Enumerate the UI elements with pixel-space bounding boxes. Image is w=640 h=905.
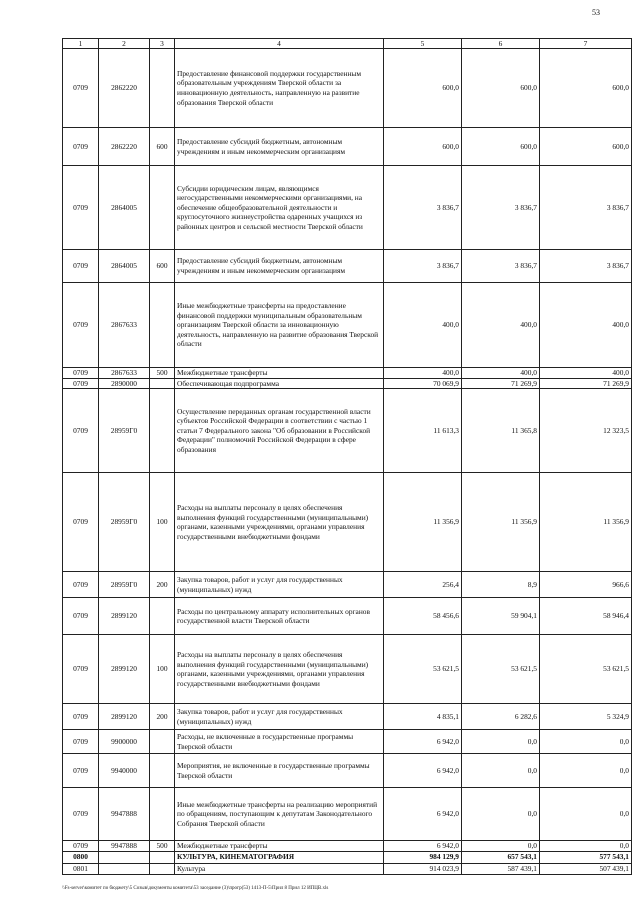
description-cell: Мероприятия, не включенные в государственные программы Тверской области: [175, 754, 384, 788]
page-number: 53: [592, 8, 600, 17]
table-row: [63, 572, 632, 598]
expense-type-cell: [150, 49, 175, 128]
amount-cell-6: 0,0: [462, 841, 540, 852]
amount-cell-6: 400,0: [462, 368, 540, 379]
table-row: [63, 788, 632, 841]
amount-cell-7: 400,0: [540, 283, 632, 368]
article-code-cell: 2899120: [99, 704, 150, 730]
amount-cell-5: 256,4: [384, 572, 462, 598]
amount-cell-5: 6 942,0: [384, 754, 462, 788]
table-row: [63, 368, 632, 379]
amount-cell-5: 914 023,9: [384, 863, 462, 874]
amount-cell-7: 58 946,4: [540, 598, 632, 635]
description-cell: Иные межбюджетные трансферты на реализацию мероприятий по обращениям, поступающим к депутатам Законодательного Собрания Тверской области: [175, 788, 384, 841]
amount-cell-6: 71 269,9: [462, 378, 540, 389]
amount-cell-7: 400,0: [540, 368, 632, 379]
description-cell: Межбюджетные трансферты: [175, 368, 384, 379]
column-header: 5: [384, 39, 462, 49]
description-cell: Закупка товаров, работ и услуг для государственных (муниципальных) нужд: [175, 572, 384, 598]
article-code-cell: 28959Г0: [99, 473, 150, 572]
amount-cell-6: 600,0: [462, 49, 540, 128]
description-cell: Межбюджетные трансферты: [175, 841, 384, 852]
description-cell: Иные межбюджетные трансферты на предоставление финансовой поддержки муниципальным образовательным организациям Тверской области за инновационную деятельность, направленную на развитие образования Тверской области: [175, 283, 384, 368]
description-cell: Осуществление переданных органам государственной власти субъектов Российской Федерации в соответствии с частью 1 статьи 7 Федерального закона "Об образовании в Российской Федерации" полномочий Российской Федерации в сфере образования: [175, 389, 384, 473]
budget-table: [62, 38, 632, 875]
article-code-cell: 9940000: [99, 754, 150, 788]
section-code-cell: 0709: [63, 788, 99, 841]
table-row: [63, 598, 632, 635]
article-code-cell: 28959Г0: [99, 389, 150, 473]
section-code-cell: 0709: [63, 378, 99, 389]
amount-cell-7: 3 836,7: [540, 166, 632, 250]
table-row: [63, 250, 632, 283]
table-row: [63, 389, 632, 473]
section-code-cell: 0709: [63, 841, 99, 852]
article-code-cell: 9900000: [99, 730, 150, 754]
article-code-cell: [99, 851, 150, 863]
table-row: [63, 473, 632, 572]
amount-cell-7: 11 356,9: [540, 473, 632, 572]
table-row: [63, 730, 632, 754]
description-cell: Расходы на выплаты персоналу в целях обеспечения выполнения функций государственными (муниципальными) органами, казенными учреждениями, органами управления государственными внебюджетными фондами: [175, 635, 384, 704]
column-header: 2: [99, 39, 150, 49]
amount-cell-6: 11 365,8: [462, 389, 540, 473]
article-code-cell: 9947888: [99, 788, 150, 841]
amount-cell-6: 53 621,5: [462, 635, 540, 704]
expense-type-cell: 200: [150, 572, 175, 598]
article-code-cell: 2899120: [99, 598, 150, 635]
section-code-cell: 0709: [63, 250, 99, 283]
column-header: 4: [175, 39, 384, 49]
amount-cell-5: 400,0: [384, 283, 462, 368]
article-code-cell: 2867633: [99, 368, 150, 379]
amount-cell-5: 6 942,0: [384, 730, 462, 754]
amount-cell-6: 8,9: [462, 572, 540, 598]
amount-cell-5: 600,0: [384, 128, 462, 166]
description-cell: Субсидии юридическим лицам, являющимся негосударственными некоммерческими организациями, на обеспечение общеобразовательной деятельности и круглосуточного жизнеустройства одаренных учащихся из районных центров и сельской местности Тверской области: [175, 166, 384, 250]
description-cell: Расходы, не включенные в государственные программы Тверской области: [175, 730, 384, 754]
amount-cell-7: 600,0: [540, 49, 632, 128]
amount-cell-6: 587 439,1: [462, 863, 540, 874]
expense-type-cell: [150, 598, 175, 635]
table-row: [63, 378, 632, 389]
amount-cell-6: 11 356,9: [462, 473, 540, 572]
amount-cell-5: 70 069,9: [384, 378, 462, 389]
amount-cell-5: 11 356,9: [384, 473, 462, 572]
description-cell: Расходы по центральному аппарату исполнительных органов государственной власти Тверской области: [175, 598, 384, 635]
article-code-cell: 2864005: [99, 166, 150, 250]
expense-type-cell: 100: [150, 473, 175, 572]
amount-cell-5: 58 456,6: [384, 598, 462, 635]
table-row: [63, 635, 632, 704]
section-code-cell: 0709: [63, 368, 99, 379]
table-row: [63, 166, 632, 250]
description-cell: Расходы на выплаты персоналу в целях обеспечения выполнения функций государственными (муниципальными) органами, казенными учреждениями, органами управления государственными внебюджетными фондами: [175, 473, 384, 572]
section-code-cell: 0709: [63, 635, 99, 704]
expense-type-cell: [150, 389, 175, 473]
amount-cell-7: 600,0: [540, 128, 632, 166]
section-code-cell: 0709: [63, 754, 99, 788]
amount-cell-7: 966,6: [540, 572, 632, 598]
table-row: [63, 841, 632, 852]
column-header: 3: [150, 39, 175, 49]
amount-cell-6: 0,0: [462, 754, 540, 788]
amount-cell-7: 0,0: [540, 788, 632, 841]
article-code-cell: [99, 863, 150, 874]
description-cell: Предоставление субсидий бюджетным, автономным учреждениям и иным некоммерческим организациям: [175, 250, 384, 283]
expense-type-cell: [150, 863, 175, 874]
amount-cell-5: 984 129,9: [384, 851, 462, 863]
section-code-cell: 0709: [63, 389, 99, 473]
article-code-cell: 2890000: [99, 378, 150, 389]
amount-cell-5: 3 836,7: [384, 166, 462, 250]
amount-cell-7: 0,0: [540, 754, 632, 788]
description-cell: КУЛЬТУРА, КИНЕМАТОГРАФИЯ: [175, 851, 384, 863]
article-code-cell: 2862220: [99, 49, 150, 128]
article-code-cell: 9947888: [99, 841, 150, 852]
amount-cell-7: 53 621,5: [540, 635, 632, 704]
section-code-cell: 0709: [63, 49, 99, 128]
description-cell: Предоставление финансовой поддержки государственным образовательным учреждениям Тверской области за инновационную деятельность, направленную на развитие образования Тверской области: [175, 49, 384, 128]
column-header: 1: [63, 39, 99, 49]
amount-cell-6: 657 543,1: [462, 851, 540, 863]
section-code-cell: 0709: [63, 283, 99, 368]
column-header: 7: [540, 39, 632, 49]
table-row: [63, 283, 632, 368]
amount-cell-6: 0,0: [462, 730, 540, 754]
amount-cell-6: 3 836,7: [462, 166, 540, 250]
amount-cell-5: 53 621,5: [384, 635, 462, 704]
amount-cell-6: 400,0: [462, 283, 540, 368]
amount-cell-5: 6 942,0: [384, 788, 462, 841]
amount-cell-5: 3 836,7: [384, 250, 462, 283]
section-code-cell: 0709: [63, 572, 99, 598]
article-code-cell: 28959Г0: [99, 572, 150, 598]
expense-type-cell: 500: [150, 841, 175, 852]
table-row: [63, 863, 632, 874]
description-cell: Предоставление субсидий бюджетным, автономным учреждениям и иным некоммерческим организациям: [175, 128, 384, 166]
amount-cell-7: 507 439,1: [540, 863, 632, 874]
amount-cell-7: 5 324,9: [540, 704, 632, 730]
table-row: [63, 704, 632, 730]
amount-cell-6: 0,0: [462, 788, 540, 841]
expense-type-cell: 100: [150, 635, 175, 704]
amount-cell-6: 6 282,6: [462, 704, 540, 730]
amount-cell-7: 3 836,7: [540, 250, 632, 283]
section-code-cell: 0709: [63, 473, 99, 572]
amount-cell-7: 0,0: [540, 841, 632, 852]
amount-cell-5: 11 613,3: [384, 389, 462, 473]
expense-type-cell: [150, 730, 175, 754]
article-code-cell: 2864005: [99, 250, 150, 283]
table-row: [63, 851, 632, 863]
amount-cell-6: 3 836,7: [462, 250, 540, 283]
amount-cell-6: 59 904,1: [462, 598, 540, 635]
file-path-footer: \\Fs-server\комитет по бюджету\5 Созыв\документы комитета\53 заседание (3)\прогр(53) 1413-П-5\Прил 8 Прил 12 ИПЦВ.xls: [62, 886, 329, 891]
expense-type-cell: [150, 754, 175, 788]
table-row: [63, 754, 632, 788]
table-row: [63, 128, 632, 166]
description-cell: Обеспечивающая подпрограмма: [175, 378, 384, 389]
expense-type-cell: [150, 788, 175, 841]
section-code-cell: 0709: [63, 166, 99, 250]
amount-cell-5: 400,0: [384, 368, 462, 379]
expense-type-cell: 200: [150, 704, 175, 730]
description-cell: Закупка товаров, работ и услуг для государственных (муниципальных) нужд: [175, 704, 384, 730]
amount-cell-5: 4 835,1: [384, 704, 462, 730]
expense-type-cell: [150, 166, 175, 250]
expense-type-cell: 600: [150, 128, 175, 166]
amount-cell-5: 6 942,0: [384, 841, 462, 852]
expense-type-cell: [150, 283, 175, 368]
article-code-cell: 2899120: [99, 635, 150, 704]
section-code-cell: 0800: [63, 851, 99, 863]
amount-cell-7: 577 543,1: [540, 851, 632, 863]
expense-type-cell: [150, 851, 175, 863]
section-code-cell: 0709: [63, 128, 99, 166]
amount-cell-7: 0,0: [540, 730, 632, 754]
section-code-cell: 0709: [63, 598, 99, 635]
section-code-cell: 0709: [63, 730, 99, 754]
expense-type-cell: [150, 378, 175, 389]
section-code-cell: 0801: [63, 863, 99, 874]
column-header: 6: [462, 39, 540, 49]
table-header-row: [63, 39, 632, 49]
amount-cell-7: 12 323,5: [540, 389, 632, 473]
description-cell: Культура: [175, 863, 384, 874]
expense-type-cell: 600: [150, 250, 175, 283]
amount-cell-6: 600,0: [462, 128, 540, 166]
amount-cell-5: 600,0: [384, 49, 462, 128]
article-code-cell: 2862220: [99, 128, 150, 166]
expense-type-cell: 500: [150, 368, 175, 379]
section-code-cell: 0709: [63, 704, 99, 730]
table-row: [63, 49, 632, 128]
article-code-cell: 2867633: [99, 283, 150, 368]
amount-cell-7: 71 269,9: [540, 378, 632, 389]
